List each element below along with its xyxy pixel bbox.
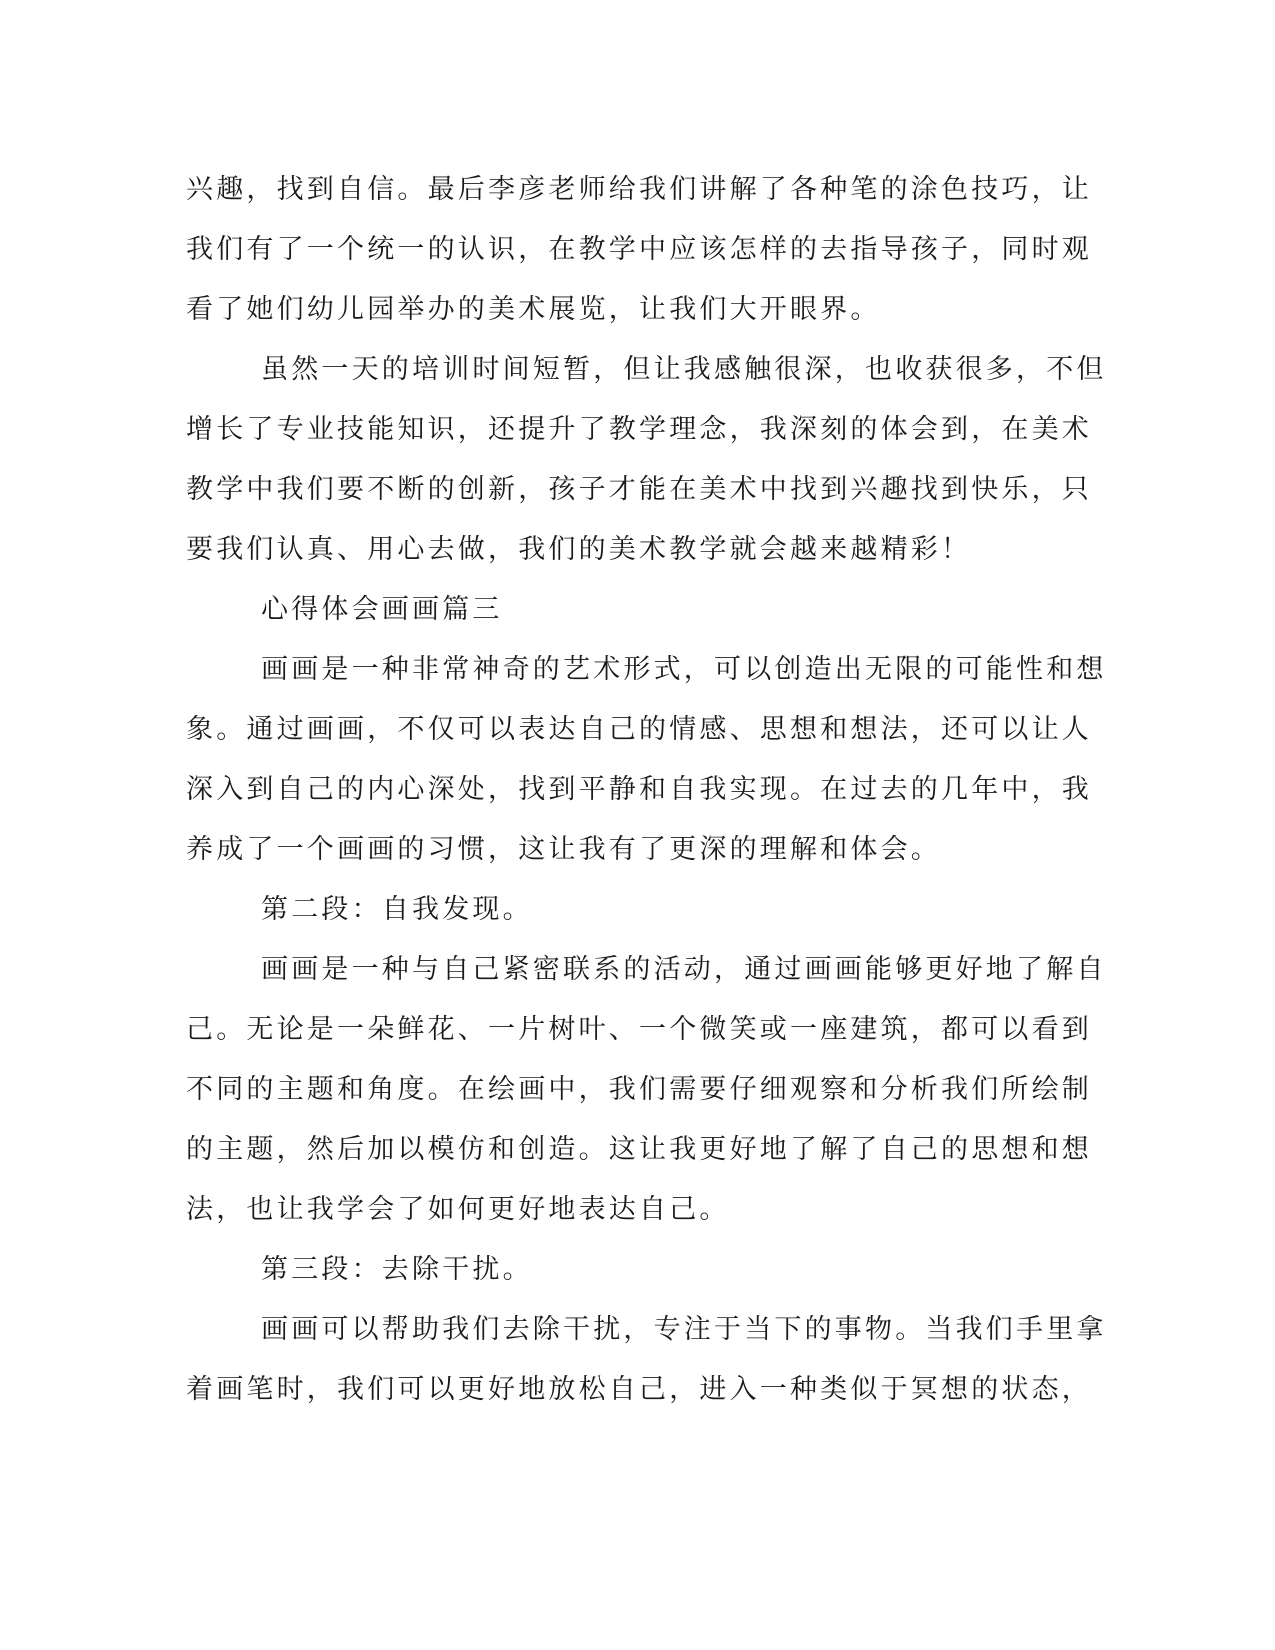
paragraph-start-line: 虽然一天的培训时间短暂，但让我感触很深，也收获很多，不但 xyxy=(261,354,1107,385)
body-line: 我们有了一个统一的认识，在教学中应该怎样的去指导孩子，同时观 xyxy=(186,234,1092,265)
paragraph-start-line: 画画是一种与自己紧密联系的活动，通过画画能够更好地了解自 xyxy=(261,954,1107,985)
body-line: 己。无论是一朵鲜花、一片树叶、一个微笑或一座建筑，都可以看到 xyxy=(186,1014,1092,1045)
paragraph-start-line: 画画是一种非常神奇的艺术形式，可以创造出无限的可能性和想 xyxy=(261,654,1107,685)
body-line: 着画笔时，我们可以更好地放松自己，进入一种类似于冥想的状态， xyxy=(186,1374,1092,1405)
subsection-heading: 第二段：自我发现。 xyxy=(261,894,533,925)
body-line: 看了她们幼儿园举办的美术展览，让我们大开眼界。 xyxy=(186,294,881,325)
body-line: 的主题，然后加以模仿和创造。这让我更好地了解了自己的思想和想 xyxy=(186,1134,1092,1165)
paragraph-start-line: 画画可以帮助我们去除干扰，专注于当下的事物。当我们手里拿 xyxy=(261,1314,1107,1345)
body-line: 深入到自己的内心深处，找到平静和自我实现。在过去的几年中，我 xyxy=(186,774,1092,805)
body-line: 养成了一个画画的习惯，这让我有了更深的理解和体会。 xyxy=(186,834,941,865)
body-line: 要我们认真、用心去做，我们的美术教学就会越来越精彩！ xyxy=(186,534,972,565)
body-line: 教学中我们要不断的创新，孩子才能在美术中找到兴趣找到快乐，只 xyxy=(186,474,1092,505)
document-body xyxy=(186,160,1107,1420)
body-line: 兴趣，找到自信。最后李彦老师给我们讲解了各种笔的涂色技巧，让 xyxy=(186,174,1092,205)
body-line: 增长了专业技能知识，还提升了教学理念，我深刻的体会到，在美术 xyxy=(186,414,1092,445)
section-heading: 心得体会画画篇三 xyxy=(261,594,503,625)
body-line: 法，也让我学会了如何更好地表达自己。 xyxy=(186,1194,730,1225)
body-line: 象。通过画画，不仅可以表达自己的情感、思想和想法，还可以让人 xyxy=(186,714,1092,745)
subsection-heading: 第三段：去除干扰。 xyxy=(261,1254,533,1285)
body-line: 不同的主题和角度。在绘画中，我们需要仔细观察和分析我们所绘制 xyxy=(186,1074,1092,1105)
